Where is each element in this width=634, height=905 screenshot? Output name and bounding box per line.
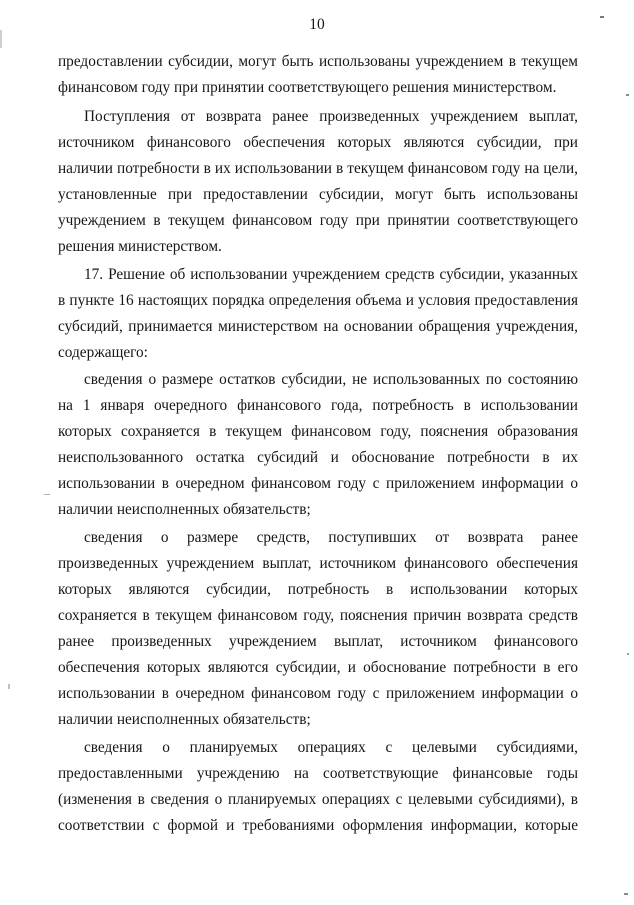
text-line: сведения о размере остатков субсидии, не использованных по состоянию	[84, 371, 578, 388]
scan-artifact	[627, 653, 629, 655]
scan-artifact	[626, 94, 629, 96]
text-line: произведенных учреждением выплат, источником финансового обеспечения	[58, 555, 578, 572]
scan-artifact	[0, 30, 2, 48]
text-line: источником финансового обеспечения которых являются субсидии, при	[58, 134, 578, 151]
scan-artifact	[624, 893, 628, 895]
scan-artifact	[600, 16, 604, 18]
text-line: использовании в очередном финансовом году с приложением информации о	[58, 475, 578, 492]
text-line: учреждением в текущем финансовом году при принятии соответствующего	[58, 212, 578, 229]
text-line: субсидий, принимается министерством на основании обращения учреждения,	[58, 318, 578, 335]
text-line: которых сохраняется в текущем финансовом году, пояснения образования	[58, 423, 578, 440]
text-line: предоставленными учреждению на соответствующие финансовые годы	[58, 765, 578, 782]
text-line: Поступления от возврата ранее произведенных учреждением выплат,	[84, 108, 578, 125]
text-line: решения министерством.	[58, 238, 222, 255]
text-line: соответствии с формой и требованиями оформления информации, которые	[58, 817, 578, 834]
text-line: предоставлении субсидии, могут быть использованы учреждением в текущем	[58, 53, 578, 70]
text-line: сохраняется в текущем финансовом году, пояснения причин возврата средств	[58, 607, 578, 624]
text-line: установленные при предоставлении субсидии, могут быть использованы	[58, 186, 578, 203]
text-line: содержащего:	[58, 344, 148, 361]
text-line: неиспользованного остатка субсидий и обоснование потребности в их	[58, 449, 578, 466]
text-line: финансовом году при принятии соответствующего решения министерством.	[58, 79, 557, 96]
text-line: использовании в очередном финансовом году с приложением информации о	[58, 685, 578, 702]
text-line: 17. Решение об использовании учреждением средств субсидии, указанных	[84, 266, 578, 283]
text-line: наличии потребности в их использовании в текущем финансовом году на цели,	[58, 160, 578, 177]
text-line: которых являются субсидии, потребность в использовании которых	[58, 581, 578, 598]
text-line: ранее произведенных учреждением выплат, источником финансового	[58, 633, 578, 650]
text-line: (изменения в сведения о планируемых операциях с целевыми субсидиями), в	[58, 791, 578, 808]
text-line: наличии неисполненных обязательств;	[58, 501, 311, 518]
text-line: сведения о размере средств, поступивших от возврата ранее	[84, 529, 578, 546]
text-line: на 1 января очередного финансового года, потребность в использовании	[58, 397, 578, 414]
page-number: 10	[309, 16, 325, 33]
scan-artifact	[44, 494, 50, 495]
text-line: наличии неисполненных обязательств;	[58, 711, 311, 728]
text-line: обеспечения которых являются субсидии, и обоснование потребности в его	[58, 659, 578, 676]
text-line: в пункте 16 настоящих порядка определения объема и условия предоставления	[58, 292, 578, 309]
text-line: сведения о планируемых операциях с целевыми субсидиями,	[84, 739, 578, 756]
scan-artifact	[8, 684, 10, 689]
